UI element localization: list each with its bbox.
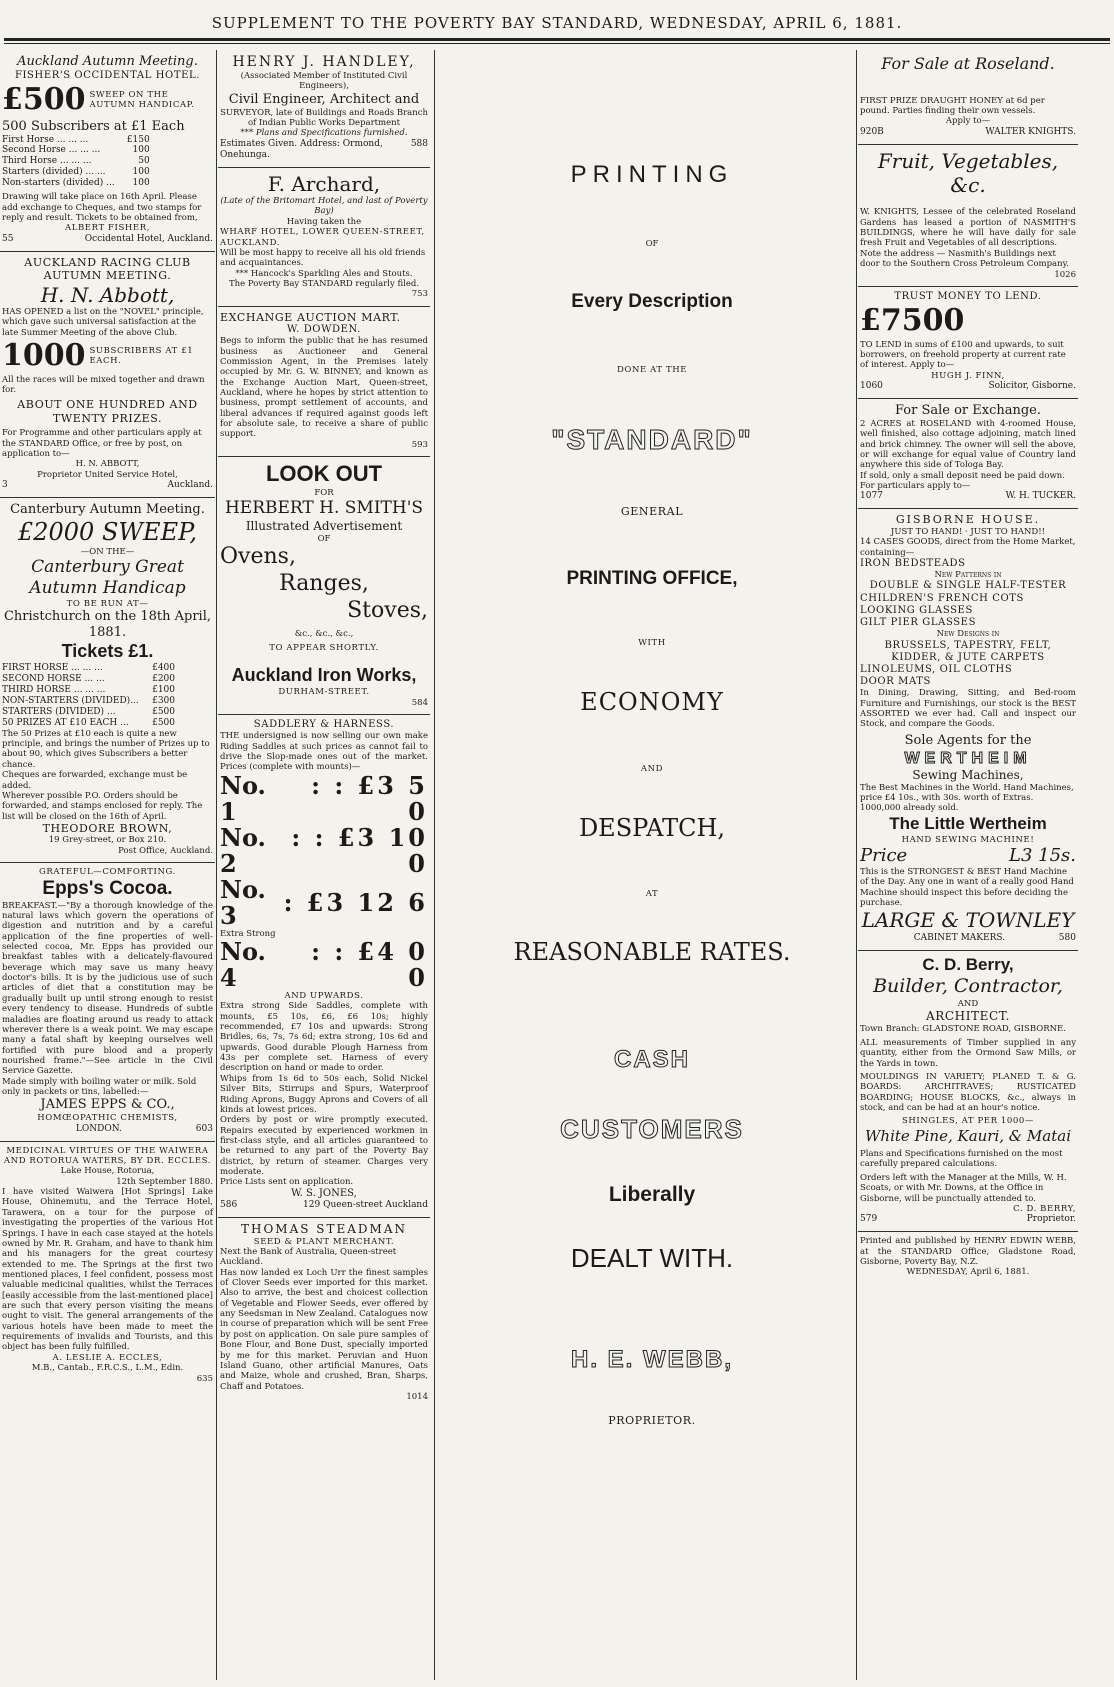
ad-number: 753: [411, 289, 428, 300]
ad-steadman: [218, 1218, 430, 1408]
brown-address: 19 Grey-street, or Box 210.: [48, 835, 167, 846]
cash: CASH: [613, 1045, 690, 1073]
hotel-name: FISHER'S OCCIDENTAL HOTEL.: [14, 69, 201, 81]
list-item: BRUSSELS, TAPESTRY, FELT,: [884, 639, 1052, 651]
proprietor: PROPRIETOR.: [608, 1414, 696, 1428]
column-rule-2: [434, 50, 435, 1680]
list-item: New Patterns in: [934, 570, 1002, 581]
programme-note: For Programme and other particulars apply at the STANDARD Office, or free by post, on application to—: [2, 428, 202, 459]
waiwera-place: Lake House, Rotorua,: [60, 1166, 155, 1177]
on-the: —ON THE—: [80, 547, 135, 558]
webb-name: H. E. WEBB,: [570, 1346, 733, 1374]
printing: PRINTING: [570, 161, 734, 188]
hand-sewing: HAND SEWING MACHINE!: [901, 834, 1035, 845]
club-title: AUCKLAND RACING CLUB AUTUMN MEETING.: [24, 255, 191, 283]
tickets: Tickets £1.: [61, 640, 154, 661]
mouldings-body: MOULDINGS IN VARIETY; PLANED T. & G. BOARDS: ARCHITRAVES; RUSTICATED BOARDING; HOUSE BLOCKS, &c., always in stock, and can be had at an hour's notice.: [860, 1071, 1076, 1114]
cheques-note: Cheques are forwarded, exchange must be added.: [2, 770, 188, 791]
ad-number: 1014: [406, 1391, 428, 1402]
table-row: Starters (divided) ... ... 100: [2, 167, 150, 178]
tucker-sold: If sold, only a small deposit need be paid down.: [860, 470, 1065, 481]
shingles: SHINGLES, AT PER 1000—: [902, 1116, 1034, 1127]
handley-name: HENRY J. HANDLEY,: [232, 54, 416, 70]
masthead-rule-thin: [4, 43, 1110, 44]
berry-role: Proprietor.: [1026, 1214, 1076, 1225]
handley-plans: *** Plans and Specifications furnished.: [240, 128, 408, 139]
durham-street: DURHAM-STREET.: [278, 687, 370, 698]
epps-city: LONDON.: [75, 1123, 122, 1134]
timber-body: ALL measurements of Timber supplied in any quantity, either from the Ormond Saw Mills, or the Yards in town.: [860, 1037, 1076, 1069]
ad-number: 593: [411, 439, 428, 450]
abbott-body: HAS OPENED a list on the "NOVEL" principle, which gave such universal satisfaction at the late Summer Meeting of the above Club.: [2, 306, 204, 338]
subscribers-count: 1000: [2, 338, 86, 374]
saddle-price-row: No. 4 : : £4 0 0: [220, 936, 428, 992]
table-row: SECOND HORSE ... ... £200: [2, 673, 176, 684]
waiwera-signature: A. LESLIE A. ECCLES,: [52, 1352, 163, 1363]
saddlery-body-3: Whips from 1s 6d to 50s each, Solid Nickel Silver Bits, Stirrups and Spurs, Waterproof Riding Aprons, Buggy Aprons and Covers of all kinds at lowest prices.: [220, 1073, 428, 1115]
archard-name: F. Archard,: [267, 171, 381, 196]
table-row: STARTERS (DIVIDED) ... £500: [2, 706, 176, 717]
dowden-name: W. DOWDEN.: [287, 324, 361, 336]
just-to-hand: JUST TO HAND! · JUST TO HAND!!: [890, 526, 1046, 537]
ad-gisborne-house: [858, 509, 1078, 950]
list-item: DOOR MATS: [860, 676, 931, 688]
little-wertheim: The Little Wertheim: [889, 813, 1047, 833]
appear-shortly: TO APPEAR SHORTLY.: [269, 642, 379, 653]
saddle-price-row: No. 3 : £3 12 6: [220, 874, 428, 930]
agent-address: Occidental Hotel, Auckland.: [84, 233, 213, 244]
sweep-2: £2000 SWEEP,: [17, 517, 198, 546]
knights-note: Note the address — Nasmith's Buildings next door to the Southern Cross Petroleum Company.: [860, 248, 1069, 270]
little-body: This is the STRONGEST & BEST Hand Machine of the Day. Any one in want of a really good Hand Machine should inspect this before deciding the purchase.: [860, 866, 1074, 908]
ad-number: 55: [2, 233, 14, 244]
ad-number: 588: [410, 138, 428, 149]
list-item: LINOLEUMS, OIL CLOTHS: [860, 663, 1013, 675]
table-row: 50 PRIZES AT £10 EACH ... £500: [2, 717, 176, 728]
column-1: [0, 50, 215, 1680]
list-item: KIDDER, & JUTE CARPETS: [891, 651, 1045, 663]
handley-sub: (Associated Member of Instituted Civil Engineers),: [240, 71, 408, 92]
prizes-note: ABOUT ONE HUNDRED AND TWENTY PRIZES.: [17, 398, 198, 425]
ovens: Ovens,: [220, 544, 296, 570]
po-note: Wherever possible P.O. Orders should be forwarded, and stamps enclosed for reply. The list will be closed on the 16th of April.: [2, 790, 203, 822]
at-label: AT: [645, 889, 659, 900]
ad-number: 920B: [860, 126, 884, 137]
imprint-date: WEDNESDAY, April 6, 1881.: [906, 1267, 1030, 1278]
stoves: Stoves,: [347, 597, 428, 623]
list-item: LOOKING GLASSES: [860, 604, 973, 616]
standard-title: "STANDARD": [551, 424, 753, 456]
column-rule-3: [856, 50, 857, 1680]
ad-honey: [858, 50, 1078, 145]
berry-name: C. D. Berry,: [922, 954, 1014, 974]
ad-tucker: [858, 399, 1078, 509]
iron-works: Auckland Iron Works,: [231, 665, 417, 686]
cocoa-made: Made simply with boiling water or milk. Sold only in packets or tins, labelled:—: [2, 1076, 197, 1098]
fruit-vegetables: Fruit, Vegetables, &c.: [877, 148, 1059, 197]
waiwera-title: MEDICINAL VIRTUES OF THE WAIWERA AND ROTORUA WATERS, BY DR. ECCLES.: [3, 1145, 212, 1166]
wertheim-body: The Best Machines in the World. Hand Machines, price £4 10s., with 30s. worth of Extras. 1000,000 already sold.: [860, 782, 1074, 814]
ranges: Ranges,: [279, 570, 369, 596]
list-item: CHILDREN'S FRENCH COTS: [860, 592, 1024, 604]
tucker-name: W. H. TUCKER.: [1005, 491, 1076, 502]
cabinet-makers: CABINET MAKERS.: [913, 932, 1006, 943]
jones-address: 129 Queen-street Auckland: [303, 1199, 428, 1210]
subscribers: 500 Subscribers at £1 Each: [2, 118, 185, 134]
furniture-body: In Dining, Drawing, Sitting, and Bed-room Furniture and Furnishings, our stock is the BEST ASSORTED we ever had. Call and inspect our Stock, and compare the Goods.: [860, 688, 1076, 730]
prize-table: [2, 135, 150, 190]
masthead: SUPPLEMENT TO THE POVERTY BAY STANDARD, WEDNESDAY, APRIL 6, 1881.: [211, 14, 903, 32]
table-row: Second Horse ... ... ... 100: [2, 145, 150, 156]
saddlery-body-2: Extra strong Side Saddles, complete with mounts, £5 10s, £6, £6 10s; highly recommended, £7 10s and upwards: Strong Bridles, 6s, 7s, 7s 6d; extra strong, 10s 6d and upwards. Good durable Plough Harness from 43s per complete set. Harness of every description on hand or made to order.: [220, 1001, 428, 1074]
archard-paper: The Poverty Bay STANDARD regularly filed.: [228, 278, 420, 289]
prize-table-2: [2, 663, 175, 729]
table-row: Third Horse ... ... ... 50: [2, 156, 150, 167]
berry-signature: C. D. BERRY,: [1013, 1203, 1076, 1214]
saddlery-title: SADDLERY & HARNESS.: [253, 718, 395, 730]
steadman-role: SEED & PLANT MERCHANT.: [253, 1236, 395, 1247]
every-description: Every Description: [571, 290, 733, 312]
ad-waiwera: [0, 1142, 215, 1390]
ad-fisher-sweep: [0, 50, 215, 252]
table-row: FIRST HORSE ... ... ... £400: [2, 662, 176, 673]
epps-type: HOMŒOPATHIC CHEMISTS,: [37, 1113, 178, 1124]
reasonable-rates: REASONABLE RATES.: [513, 937, 791, 966]
drawing-note: Drawing will take place on 16th April. Please add exchange to Cheques, and two stamps for reply and result. Tickets to be obtained from,: [2, 192, 202, 224]
architect: ARCHITECT.: [925, 1008, 1011, 1023]
imprint-text: Printed and published by HENRY EDWIN WEBB, at the STANDARD Office, Gladstone Road, Gisborne, Poverty Bay, N.Z.: [860, 1236, 1076, 1267]
with-label: WITH: [638, 637, 666, 648]
illustrated: Illustrated Advertisement: [245, 519, 403, 534]
finn-name: HUGH J. FINN,: [931, 370, 1005, 381]
archard-taken: Having taken the: [286, 216, 362, 227]
etc: &c., &c., &c.,: [294, 628, 354, 639]
gisborne-house: GISBORNE HOUSE.: [895, 513, 1041, 527]
archard-sub: (Late of the Britomart Hotel, and last of Poverty Bay): [220, 196, 428, 217]
town-branch: Town Branch: GLADSTONE ROAD, GISBORNE.: [860, 1023, 1066, 1034]
steadman-next: Next the Bank of Australia, Queen-street Auckland.: [220, 1246, 397, 1268]
economy: ECONOMY: [580, 688, 724, 717]
knights-name: WALTER KNIGHTS.: [985, 126, 1076, 137]
ad-smith-ovens: [218, 457, 430, 715]
abbott-signature-3: Auckland.: [167, 479, 213, 490]
extra-strong: Extra Strong: [220, 928, 276, 939]
archard-ales: *** Hancock's Sparkling Ales and Stouts.: [235, 268, 413, 279]
abbott-signature-2: Proprietor United Service Hotel,: [37, 469, 178, 480]
exchange-title: EXCHANGE AUCTION MART.: [220, 310, 401, 324]
handley-role: Civil Engineer, Architect and: [228, 91, 420, 107]
list-item: GILT PIER GLASSES: [860, 616, 977, 628]
ad-knights: [858, 145, 1078, 287]
list-item: IRON BEDSTEADS: [860, 557, 966, 569]
cocoa-heading: GRATEFUL—COMFORTING.: [39, 867, 176, 878]
ad-saddlery: [218, 715, 430, 1218]
large-townley: LARGE & TOWNLEY: [861, 908, 1075, 933]
ad-number: 584: [411, 697, 428, 708]
agent-name: ALBERT FISHER,: [64, 223, 151, 234]
customers: CUSTOMERS: [560, 1114, 744, 1145]
honey-body: FIRST PRIZE DRAUGHT HONEY at 6d per pound. Parties finding their own vessels.: [860, 95, 1045, 116]
handley-body: SURVEYOR, late of Buildings and Roads Branch of Indian Public Works Department: [220, 107, 428, 129]
ad-canterbury: [0, 498, 215, 863]
races-note: All the races will be mixed together and drawn for.: [2, 374, 205, 395]
price-lists: Price Lists sent on application.: [220, 1177, 354, 1188]
ad-dowden: [218, 307, 430, 458]
subscribers-text: SUBSCRIBERS AT £1 EACH.: [89, 345, 194, 367]
despatch: DESPATCH,: [578, 813, 726, 842]
done-at-the: DONE AT THE: [616, 364, 688, 375]
abbott-signature: H. N. ABBOTT,: [75, 459, 140, 470]
run-place: Christchurch on the 18th April, 1881.: [3, 609, 211, 641]
printing-office: PRINTING OFFICE,: [566, 567, 738, 589]
waiwera-body: I have visited Waiwera [Hot Springs] Lake House, Ohinemutu, and the Terrace Hotel, Tarawera, on a tour for the purpose of investigating the properties of the various Hot Springs. I have in each case stayed at the hotels owned by Mr. R. Graham, and have to thank him and his managers for the great courtesy extended to me. The Springs at the first two mentioned places, I feel confident, possess most valuable medicinal qualities, whilst the Terraces [easily accessible from the last-mentioned place] are such that every person visiting the means ought to visit. The general arrangements of the various hotels have been made to meet the requirements of invalids and Tourists, and this object has been fully fulfilled.: [2, 1187, 213, 1353]
handley-estimates: Estimates Given. Address: Ormond, Onehunga.: [220, 138, 383, 160]
orders-body: Orders left with the Manager at the Mills, W. H. Scoats, or with Mr. Downs, at the Office in Gisborne, will be punctually attended to.: [860, 1172, 1067, 1204]
ad-finn: [858, 287, 1078, 399]
saddlery-body: THE undersigned is now selling our own make Riding Saddles at such prices as cannot fail to drive the Slop-made ones out of the market. Prices (complete with mounts)—: [220, 731, 428, 773]
trust-amount: £7500: [860, 303, 965, 339]
of-label: OF: [317, 533, 331, 544]
wertheim: WERTHEIM: [904, 749, 1032, 767]
waiwera-signature-2: M.B., Cantab., F.R.C.S., L.M., Edin.: [31, 1363, 184, 1374]
sewing-machines: Sewing Machines,: [912, 768, 1024, 783]
ad-number: 586: [220, 1199, 238, 1210]
steadman-body: Has now landed ex Loch Urr the finest samples of Clover Seeds ever imported for this market. Also to arrive, the best and choicest collection of Vegetable and Flower Seeds, ever offered by any Seedsman in New Zealand. Catalogues now in course of preparation which will be sent Free by post on application. On sale pure samples of Bone Flour, and Bone Dust, specially imported by me for this market. Peruvian and Huon Island Guano, other artificial Manures, Oats and Maize, whole and crushed, Bran, Sharps, Chaff and Potatoes.: [220, 1267, 428, 1392]
berry-and: AND: [957, 998, 979, 1009]
archard-body: Will be most happy to receive all his old friends and acquaintances.: [220, 247, 426, 269]
epps-name: JAMES EPPS & CO.,: [40, 1097, 175, 1113]
saddlery-body-4: Orders by post or wire promptly executed. Repairs executed by experienced workmen in first-class style, and all articles guaranteed to be returned to any part of the Poverty Bay district, by return of steamer. Charges very moderate.: [220, 1115, 428, 1178]
finn-role: Solicitor, Gisborne.: [988, 381, 1076, 392]
builder-contractor: Builder, Contractor,: [873, 975, 1063, 998]
waiwera-date: 12th September 1880.: [116, 1176, 213, 1187]
sale-roseland: For Sale at Roseland.: [881, 54, 1055, 73]
general: GENERAL: [620, 505, 684, 519]
apply-to: Apply to—: [945, 116, 991, 127]
table-row: NON-STARTERS (DIVIDED)... £300: [2, 695, 176, 706]
saddle-price-row: No. 2 : : £3 10 0: [220, 822, 428, 878]
archard-hotel: WHARF HOTEL, LOWER QUEEN-STREET, AUCKLAND.: [220, 227, 425, 248]
ad-handley: [218, 50, 430, 168]
upwards: AND UPWARDS.: [284, 990, 364, 1001]
smith-name: HERBERT H. SMITH'S: [224, 498, 424, 519]
plans-body: Plans and Specifications furnished on the most carefully prepared calculations.: [860, 1149, 1063, 1170]
price-label: Price: [860, 844, 908, 866]
liberally: Liberally: [608, 1182, 696, 1206]
and-label: AND: [640, 763, 664, 774]
ad-title: Auckland Autumn Meeting.: [17, 54, 198, 69]
brown-address-2: Post Office, Auckland.: [118, 845, 213, 856]
ad-number: 1077: [860, 491, 883, 502]
column-4: [858, 50, 1078, 1680]
of-label: OF: [645, 239, 659, 250]
ad-number: 579: [860, 1214, 878, 1225]
canterbury-title: Canterbury Autumn Meeting.: [10, 501, 205, 517]
list-item: DOUBLE & SINGLE HALF-TESTER: [869, 580, 1067, 592]
table-row: Non-starters (divided) ... 100: [2, 178, 150, 189]
trust-title: TRUST MONEY TO LEND.: [894, 290, 1042, 302]
ad-number: 603: [195, 1123, 213, 1134]
cocoa-title: Epps's Cocoa.: [42, 878, 173, 900]
dowden-body: Begs to inform the public that he has resumed business as Auctioneer and General Commission Agent, in the Premises lately occupied by Mr. G. W. BINNEY, and known as the Exchange Auction Mart, Queen-street, Auckland, where he hopes by strict attention to business, prompt settlement of accounts, and liberal advances if required against goods left for absolute sale, to receive a share of public support.: [220, 336, 428, 440]
ad-number: 1060: [860, 381, 883, 392]
ad-berry: [858, 951, 1078, 1233]
saddle-price-row: No. 1 : : £3 5 0: [220, 770, 428, 826]
abbott-name: H. N. Abbott,: [40, 282, 175, 307]
woods: White Pine, Kauri, & Matai: [864, 1126, 1071, 1145]
ad-number: 635: [196, 1373, 213, 1384]
tucker-body: 2 ACRES at ROSELAND with 4-roomed House, well finished, also cottage adjoining, match lined and brick chimney. The owner will sell the above, or will exchange for equal value of Country land anywhere this side of Tologa Bay.: [860, 418, 1076, 471]
masthead-rule: [4, 38, 1110, 41]
sole-agents: Sole Agents for the: [904, 732, 1032, 748]
ad-number: 580: [1058, 932, 1076, 943]
dealt-with: DEALT WITH.: [570, 1243, 734, 1274]
brown-name: THEODORE BROWN,: [42, 821, 173, 835]
sweep-amount: £500: [2, 82, 86, 118]
column-2: [218, 50, 430, 1680]
price-value: L3 15s.: [1009, 844, 1076, 866]
steadman-name: THOMAS STEADMAN: [240, 1221, 408, 1236]
cocoa-body: BREAKFAST.—"By a thorough knowledge of the natural laws which govern the operations of digestion and nutrition and by a careful application of the fine properties of well-selected cocoa, Mr. Epps has provided our breakfast tables with a delicately-flavoured beverage which may save us many heavy doctor's bills. It is by the judicious use of such articles of diet that a constitution may be gradually built up until strong enough to resist every tendency to disease. Hundreds of subtle maladies are floating around us ready to attack wherever there is a weak point. We may escape many a fatal shaft by keeping ourselves well fortified with pure blood and a properly nourished frame."—See article in the Civil Service Gazette.: [2, 900, 213, 1077]
ad-number: 1026: [1054, 269, 1076, 280]
table-row: First Horse ... ... ... £150: [2, 134, 150, 145]
column-rule-1: [216, 50, 217, 1680]
handicap-name: Canterbury Great Autumn Handicap: [29, 557, 186, 599]
sale-exchange: For Sale or Exchange.: [894, 403, 1042, 419]
knights-body: W. KNIGHTS, Lessee of the celebrated Roseland Gardens has leased a portion of NASMITH'S BUILDINGS, where he will have daily for sale fresh Fruit and Vegetables of all descriptions.: [860, 207, 1076, 249]
list-item: New Designs in: [936, 629, 1000, 640]
trust-body: TO LEND in sums of £100 and upwards, to suit borrowers, on freehold property at current rate of interest. Apply to—: [860, 339, 1066, 371]
prizes-note-2: The 50 Prizes at £10 each is quite a new principle, and brings the number of Prizes up to about 90, which gives Subscribers a better chance.: [2, 728, 210, 770]
ad-abbott: [0, 252, 215, 498]
ad-number: 3: [2, 479, 8, 490]
for-label: FOR: [314, 488, 334, 499]
imprint: [858, 1232, 1078, 1283]
sweep-label: SWEEP ON THE AUTUMN HANDICAP.: [89, 89, 195, 111]
ad-archard: [218, 168, 430, 307]
tucker-particulars: For particulars apply to—: [860, 481, 971, 492]
table-row: THIRD HORSE ... ... ... £100: [2, 684, 176, 695]
cases: 14 CASES GOODS, direct from the Home Market, containing—: [860, 537, 1076, 558]
lookout: LOOK OUT: [265, 461, 383, 487]
ad-epps-cocoa: [0, 863, 215, 1142]
column-3-printing-office: [452, 50, 852, 1680]
jones-name: W. S. JONES,: [291, 1187, 357, 1199]
to-be-run: TO BE RUN AT—: [66, 598, 149, 609]
